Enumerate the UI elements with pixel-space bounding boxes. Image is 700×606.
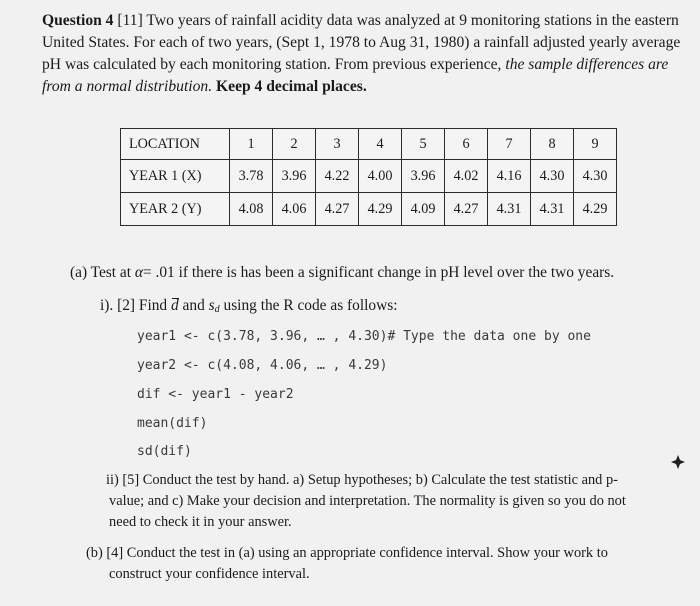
pointer-cursor-icon [671,455,685,469]
question-header [42,10,682,98]
alpha-value: = .01 [142,264,175,281]
and-word: and [182,297,205,314]
sub-ii-text [106,470,680,533]
d-bar-symbol: d [170,297,179,314]
code-line-2: year2 <- c(4.08, 4.06, … , 4.29) [137,358,388,373]
question-italic-text: the sample differences are from a normal distribution. [42,56,669,95]
part-b-text [86,543,680,585]
sub-i-suffix: using the R code as follows: [223,297,398,314]
table-row-year1 [121,160,617,193]
location-cell: 4 [359,129,402,160]
sub-ii-line-3: need to check it in your answer. [109,514,292,530]
table-cell: 3.78 [230,160,273,193]
table-cell: 4.22 [316,160,359,193]
code-line-1: year1 <- c(3.78, 3.96, … , 4.30)# Type the data one by one [137,329,591,344]
table-cell: 4.31 [531,193,574,226]
question-label: Question 4 [42,12,114,29]
table-cell: 4.16 [488,160,531,193]
question-text: Two years of rainfall acidity data was analyzed at 9 monitoring stations in the eastern United States. For each of two years, (Sept 1, 1978 to Aug 31, 1980) a rainfall adjusted yearly average pH was calculated by each monitoring station. From previous experience, [42,12,681,73]
table-cell: 4.08 [230,193,273,226]
sub-i-text [100,295,397,321]
sub-ii-line-2: value; and c) Make your decision and interpretation. The normality is given so you do not [109,493,626,509]
part-b-line-1: (b) [4] Conduct the test in (a) using an appropriate confidence interval. Show your work to [86,545,608,561]
alpha-symbol: α [134,264,143,281]
location-cell: 1 [230,129,273,160]
table-cell: 4.31 [488,193,531,226]
s-subscript: d [214,304,220,315]
table-cell: 4.29 [574,193,617,226]
table-cell: 4.09 [402,193,445,226]
s-symbol: s [208,297,215,314]
row-label: YEAR 1 (X) [121,160,230,193]
sub-ii-line-1: ii) [5] Conduct the test by hand. a) Setup hypotheses; b) Calculate the test statistic and p- [106,472,618,488]
location-cell: 6 [445,129,488,160]
question-points: [11] [117,12,143,29]
table-row-year2 [121,193,617,226]
table-cell: 4.30 [531,160,574,193]
part-a-prefix: (a) Test at [70,264,132,281]
row-label: YEAR 2 (Y) [121,193,230,226]
table-cell: 4.02 [445,160,488,193]
part-a-suffix: if there is has been a significant change in pH level over the two years. [178,264,615,281]
table-cell: 4.00 [359,160,402,193]
rainfall-data-table [120,128,617,226]
table-cell: 4.29 [359,193,402,226]
location-cell: 5 [402,129,445,160]
table-cell: 4.27 [316,193,359,226]
location-cell: 7 [488,129,531,160]
location-cell: 8 [531,129,574,160]
table-cell: 3.96 [273,160,316,193]
location-cell: 3 [316,129,359,160]
table-cell: 3.96 [402,160,445,193]
part-a-text [70,262,614,284]
table-cell: 4.06 [273,193,316,226]
code-line-5: sd(dif) [137,444,192,459]
sub-i-label: i). [2] Find [100,297,168,314]
table-header-row [121,129,617,160]
location-header: LOCATION [121,129,230,160]
code-line-4: mean(dif) [137,416,208,431]
question-bold-text: Keep 4 decimal places. [216,78,367,95]
code-line-3: dif <- year1 - year2 [137,387,294,402]
table-cell: 4.27 [445,193,488,226]
location-cell: 2 [273,129,316,160]
table-cell: 4.30 [574,160,617,193]
location-cell: 9 [574,129,617,160]
part-b-line-2: construct your confidence interval. [109,566,310,582]
